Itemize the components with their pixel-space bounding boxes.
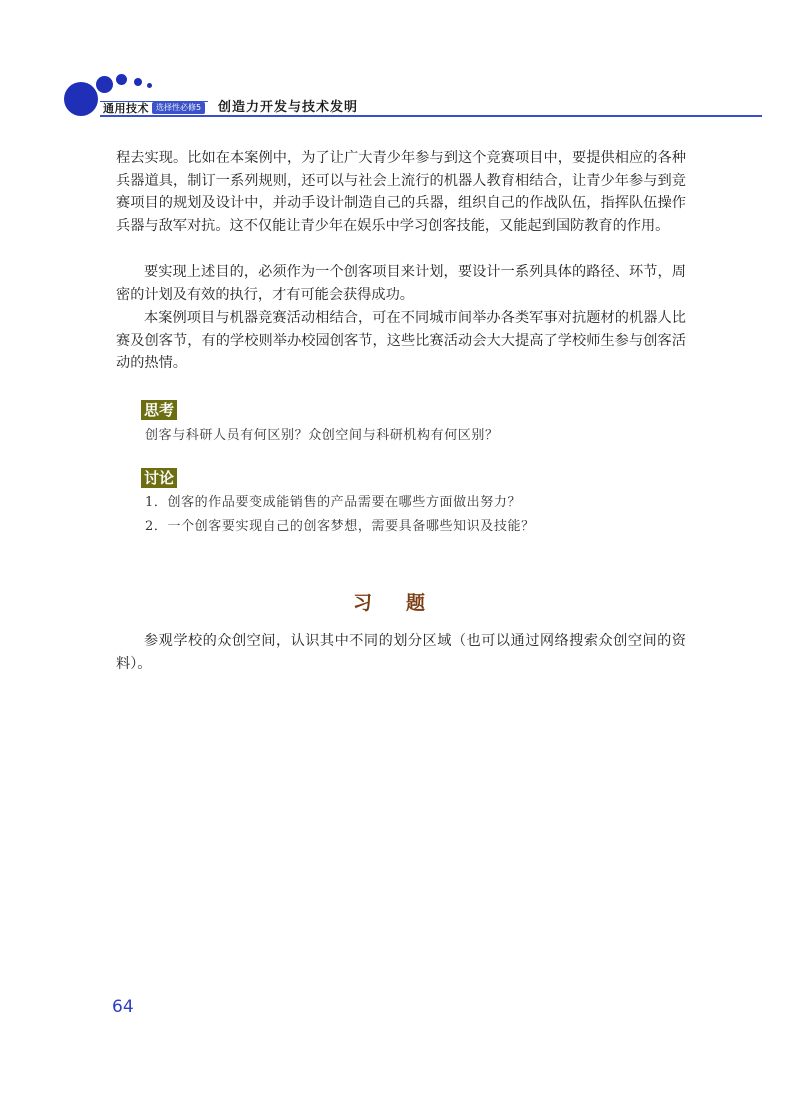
discuss-item-1: 1．创客的作品要变成能销售的产品需要在哪些方面做出努力？ — [145, 495, 522, 510]
header-dot-large — [64, 82, 98, 116]
paragraph-2: 要实现上述目的，必须作为一个创客项目来计划，要设计一系列具体的路径、环节，周密的计划及有效的执行，才有可能会获得成功。 — [116, 264, 686, 303]
exercise-text: 参观学校的众创空间，认识其中不同的划分区域（也可以通过网络搜索众创空间的资料）。 — [116, 633, 686, 672]
header-dot-tiny — [134, 78, 142, 86]
chapter-title: 创造力开发与技术发明 — [218, 100, 359, 115]
think-question: 创客与科研人员有何区别？众创空间与科研机构有何区别？ — [145, 428, 499, 443]
paragraph-3: 本案例项目与机器竞赛活动相结合，可在不同城市间举办各类军事对抗题材的机器人比赛及创客节，有的学校则举办校园创客节，这些比赛活动会大大提高了学校师生参与创客活动的热情。 — [116, 310, 686, 372]
header-subject: 通用技术 — [103, 102, 149, 115]
think-label: 思考 — [141, 400, 177, 420]
header-badge: 选择性必修5 — [152, 102, 205, 114]
header-dot-small — [116, 74, 127, 85]
page-number: 64 — [112, 997, 134, 1017]
discuss-item-2: 2．一个创客要实现自己的创客梦想，需要具备哪些知识及技能？ — [145, 519, 535, 534]
page-header — [0, 0, 800, 130]
discuss-label: 讨论 — [141, 468, 177, 488]
header-divider — [100, 115, 762, 117]
header-dot-medium — [96, 76, 113, 93]
paragraph-1: 程去实现。比如在本案例中，为了让广大青少年参与到这个竞赛项目中，要提供相应的各种兵器道具，制订一系列规则，还可以与社会上流行的机器人教育相结合，让青少年参与到竞赛项目的规划及设计中，并动手设计制造自己的兵器，组织自己的作战队伍，指挥队伍操作兵器与敌军对抗。这不仅能让青少年在娱乐中学习创客技能，又能起到国防教育的作用。 — [116, 150, 686, 234]
exercise-title: 习题 — [353, 592, 460, 614]
header-dot-mini — [147, 83, 152, 88]
